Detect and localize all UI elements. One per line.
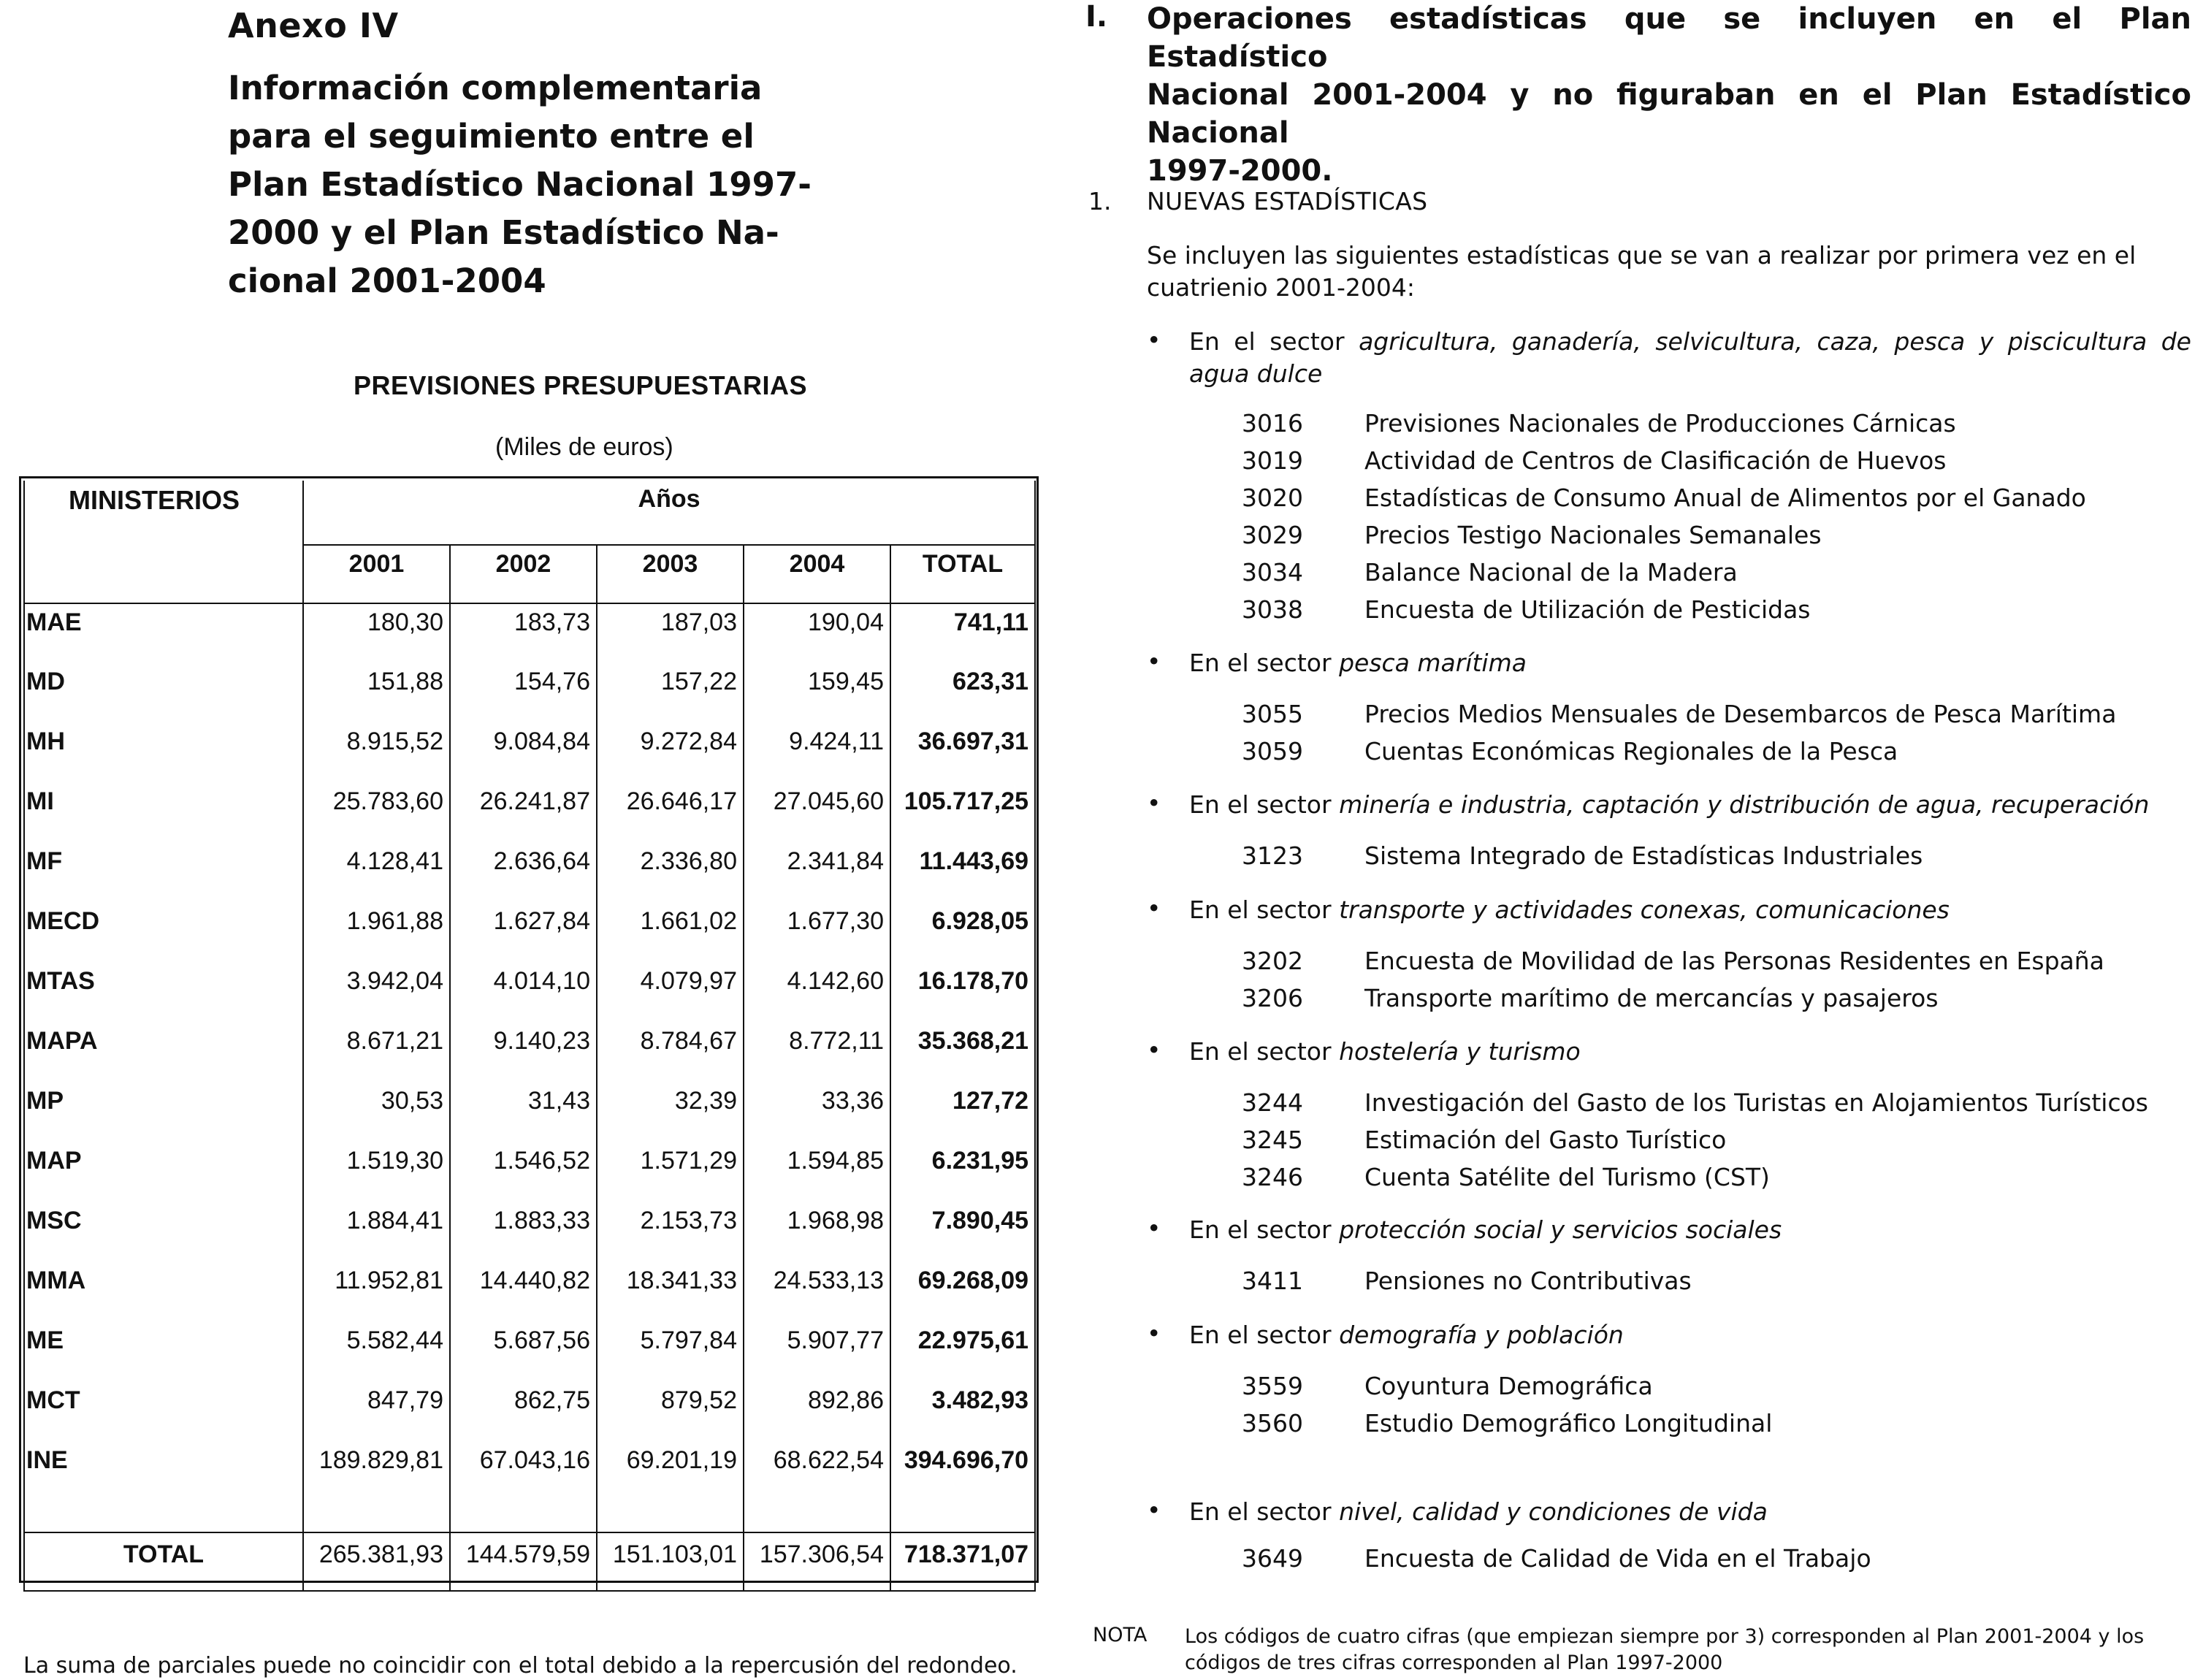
table-row (24, 783, 1035, 843)
bullet-icon: • (1147, 326, 1161, 354)
table-cell: 4.128,41 (303, 843, 450, 903)
table-row (24, 1442, 1035, 1502)
statistic-label: Estimación del Gasto Turístico (1364, 1126, 1727, 1154)
table-cell: 5.582,44 (303, 1322, 450, 1382)
statistic-code: 3246 (1242, 1163, 1303, 1191)
table-cell-total: 105.717,25 (890, 783, 1035, 843)
sector-text (1189, 1036, 2191, 1068)
nota-line: códigos de tres cifras corresponden al Plan 1997-2000 (1185, 1652, 1723, 1674)
table-cell: 4.079,97 (597, 963, 744, 1023)
table-cell: 1.627,84 (450, 903, 597, 963)
table-cell-total: 6.231,95 (890, 1142, 1035, 1202)
table-cell: 8.915,52 (303, 723, 450, 783)
year-header: 2004 (744, 545, 890, 603)
sector-prefix: En el sector (1189, 1037, 1332, 1066)
empty-cell (744, 1502, 890, 1532)
subsection-number: 1. (1088, 187, 1112, 215)
subtitle-line: para el seguimiento entre el (228, 117, 755, 156)
table-cell: 1.968,98 (744, 1202, 890, 1262)
statistic-label: Investigación del Gasto de los Turistas en Alojamientos Turísticos (1364, 1088, 2148, 1117)
ministry-cell: MF (24, 843, 303, 903)
table-cell: 18.341,33 (597, 1262, 744, 1322)
table-cell: 190,04 (744, 603, 890, 663)
statistic-code: 3123 (1242, 841, 1303, 870)
table-cell: 1.661,02 (597, 903, 744, 963)
budget-table (23, 481, 1036, 1592)
statistic-label: Estadísticas de Consumo Anual de Alimentos por el Ganado (1364, 484, 2086, 512)
table-cell: 8.784,67 (597, 1023, 744, 1083)
ministry-cell: MSC (24, 1202, 303, 1262)
year-header: 2003 (597, 545, 744, 603)
table-cell: 4.014,10 (450, 963, 597, 1023)
budget-table-frame (19, 476, 1039, 1583)
table-cell: 5.687,56 (450, 1322, 597, 1382)
statistic-code: 3244 (1242, 1088, 1303, 1117)
statistic-label: Precios Testigo Nacionales Semanales (1364, 521, 1822, 549)
sector-prefix: En el sector (1189, 327, 1345, 356)
table-cell: 69.201,19 (597, 1442, 744, 1502)
annex-title: Anexo IV (228, 6, 399, 45)
table-row (24, 963, 1035, 1023)
table-cell: 31,43 (450, 1083, 597, 1142)
statistic-label: Encuesta de Utilización de Pesticidas (1364, 595, 1811, 624)
section-title (1147, 0, 2191, 190)
statistic-code: 3020 (1242, 484, 1303, 512)
table-units: (Miles de euros) (495, 433, 673, 461)
table-cell-total: 35.368,21 (890, 1023, 1035, 1083)
statistic-label: Cuenta Satélite del Turismo (CST) (1364, 1163, 1770, 1191)
intro-paragraph: Se incluyen las siguientes estadísticas que se van a realizar por primera vez en el cuatrienio 2001-2004: (1147, 241, 2137, 302)
subtitle-line: 2000 y el Plan Estadístico Na- (228, 213, 779, 252)
ministry-cell: MP (24, 1083, 303, 1142)
statistic-code: 3202 (1242, 947, 1303, 975)
sector-text (1189, 789, 2191, 821)
bullet-icon: • (1147, 1036, 1161, 1064)
table-cell: 265.381,93 (303, 1532, 450, 1591)
bullet-icon: • (1147, 1214, 1161, 1242)
table-cell: 1.519,30 (303, 1142, 450, 1202)
ministry-cell: MAP (24, 1142, 303, 1202)
table-cell: 154,76 (450, 663, 597, 723)
empty-cell (890, 1502, 1035, 1532)
table-cell: 9.084,84 (450, 723, 597, 783)
ministry-cell: MTAS (24, 963, 303, 1023)
table-cell: 180,30 (303, 603, 450, 663)
ministry-cell: INE (24, 1442, 303, 1502)
bullet-icon: • (1147, 789, 1161, 817)
statistic-code: 3016 (1242, 409, 1303, 438)
sector-name: nivel, calidad y condiciones de vida (1339, 1497, 1768, 1526)
statistic-label: Actividad de Centros de Clasificación de Huevos (1364, 446, 1947, 475)
ministry-cell: MECD (24, 903, 303, 963)
table-cell: 9.424,11 (744, 723, 890, 783)
sector-name: minería e industria, captación y distribución de agua, recuperación (1339, 790, 2150, 819)
nota-label: NOTA (1093, 1624, 1148, 1646)
statistic-label: Precios Medios Mensuales de Desembarcos de Pesca Marítima (1364, 700, 2117, 728)
empty-cell (24, 1502, 303, 1532)
sector-text (1189, 647, 2191, 679)
statistic-code: 3059 (1242, 737, 1303, 765)
table-cell: 27.045,60 (744, 783, 890, 843)
ministry-cell: MAPA (24, 1023, 303, 1083)
section-title-line: 1997-2000. (1147, 154, 1333, 188)
sector-text (1189, 326, 2191, 390)
table-cell: 26.241,87 (450, 783, 597, 843)
table-cell: 2.341,84 (744, 843, 890, 903)
statistic-code: 3245 (1242, 1126, 1303, 1154)
table-cell: 8.772,11 (744, 1023, 890, 1083)
table-cell: 183,73 (450, 603, 597, 663)
statistic-label: Coyuntura Demográfica (1364, 1372, 1653, 1400)
section-title-line: Nacional 2001-2004 y no figuraban en el Plan Estadístico Nacional (1147, 78, 2191, 150)
table-cell-total: 7.890,45 (890, 1202, 1035, 1262)
statistic-label: Sistema Integrado de Estadísticas Industriales (1364, 841, 1923, 870)
table-cell: 5.797,84 (597, 1322, 744, 1382)
table-cell-total: 741,11 (890, 603, 1035, 663)
statistic-label: Encuesta de Movilidad de las Personas Residentes en España (1364, 947, 2104, 975)
table-row (24, 1142, 1035, 1202)
table-row (24, 903, 1035, 963)
table-cell: 144.579,59 (450, 1532, 597, 1591)
empty-cell (597, 1502, 744, 1532)
statistic-code: 3029 (1242, 521, 1303, 549)
statistic-label: Estudio Demográfico Longitudinal (1364, 1409, 1773, 1437)
sector-prefix: En el sector (1189, 649, 1332, 677)
bullet-icon: • (1147, 1496, 1161, 1524)
statistic-code: 3034 (1242, 558, 1303, 587)
table-cell: 157,22 (597, 663, 744, 723)
statistic-label: Transporte marítimo de mercancías y pasajeros (1364, 984, 1939, 1012)
section-number: I. (1085, 0, 1108, 34)
ministry-cell: MAE (24, 603, 303, 663)
nota-text (1185, 1624, 2196, 1676)
statistic-code: 3411 (1242, 1267, 1303, 1295)
sector-prefix: En el sector (1189, 1321, 1332, 1349)
table-row (24, 663, 1035, 723)
ministry-cell: MMA (24, 1262, 303, 1322)
table-cell: 187,03 (597, 603, 744, 663)
empty-cell (303, 1502, 450, 1532)
table-cell-total: 36.697,31 (890, 723, 1035, 783)
ministry-cell: ME (24, 1322, 303, 1382)
section-title-line: Operaciones estadísticas que se incluyen en el Plan Estadístico (1147, 2, 2191, 74)
table-cell: 151.103,01 (597, 1532, 744, 1591)
table-cell: 2.636,64 (450, 843, 597, 903)
table-cell: 9.272,84 (597, 723, 744, 783)
table-cell: 1.546,52 (450, 1142, 597, 1202)
statistic-code: 3019 (1242, 446, 1303, 475)
statistic-code: 3038 (1242, 595, 1303, 624)
table-cell-total: 394.696,70 (890, 1442, 1035, 1502)
table-cell: 25.783,60 (303, 783, 450, 843)
table-cell: 151,88 (303, 663, 450, 723)
statistic-label: Balance Nacional de la Madera (1364, 558, 1738, 587)
ministry-cell: MH (24, 723, 303, 783)
table-cell: 1.571,29 (597, 1142, 744, 1202)
table-cell: 189.829,81 (303, 1442, 450, 1502)
table-row (24, 1023, 1035, 1083)
statistic-code: 3559 (1242, 1372, 1303, 1400)
subtitle-line: cional 2001-2004 (228, 261, 546, 300)
table-cell: 5.907,77 (744, 1322, 890, 1382)
table-cell-total: 127,72 (890, 1083, 1035, 1142)
statistic-code: 3055 (1242, 700, 1303, 728)
sector-text (1189, 1496, 2191, 1528)
table-row (24, 1202, 1035, 1262)
statistic-label: Encuesta de Calidad de Vida en el Trabajo (1364, 1544, 1871, 1573)
ministry-cell: MCT (24, 1382, 303, 1442)
sector-name: hostelería y turismo (1339, 1037, 1581, 1066)
table-cell: 879,52 (597, 1382, 744, 1442)
statistic-label: Pensiones no Contributivas (1364, 1267, 1692, 1295)
subtitle-line: Plan Estadístico Nacional 1997- (228, 165, 812, 204)
table-cell: 67.043,16 (450, 1442, 597, 1502)
sector-name: protección social y servicios sociales (1339, 1215, 1782, 1244)
table-cell: 32,39 (597, 1083, 744, 1142)
ministry-cell: MD (24, 663, 303, 723)
table-cell: 1.594,85 (744, 1142, 890, 1202)
year-header: 2002 (450, 545, 597, 603)
table-cell: 2.153,73 (597, 1202, 744, 1262)
table-cell: 1.677,30 (744, 903, 890, 963)
statistic-code: 3560 (1242, 1409, 1303, 1437)
table-cell-total: 22.975,61 (890, 1322, 1035, 1382)
anos-header: Años (303, 481, 1035, 545)
table-cell: 11.952,81 (303, 1262, 450, 1322)
table-row (24, 1322, 1035, 1382)
sector-prefix: En el sector (1189, 896, 1332, 924)
table-row (24, 843, 1035, 903)
bullet-icon: • (1147, 894, 1161, 923)
table-row (24, 1262, 1035, 1322)
total-label: TOTAL (24, 1532, 303, 1591)
table-cell: 157.306,54 (744, 1532, 890, 1591)
table-cell: 4.142,60 (744, 963, 890, 1023)
table-row (24, 1083, 1035, 1142)
table-cell-total: 11.443,69 (890, 843, 1035, 903)
ministry-cell: MI (24, 783, 303, 843)
empty-cell (450, 1502, 597, 1532)
sector-prefix: En el sector (1189, 790, 1332, 819)
table-cell: 30,53 (303, 1083, 450, 1142)
table-row (24, 723, 1035, 783)
table-cell: 892,86 (744, 1382, 890, 1442)
sector-prefix: En el sector (1189, 1497, 1332, 1526)
table-heading: PREVISIONES PRESUPUESTARIAS (354, 370, 807, 400)
table-cell: 1.884,41 (303, 1202, 450, 1262)
sector-text (1189, 894, 2191, 926)
rounding-footnote: La suma de parciales puede no coincidir con el total debido a la repercusión del redondeo. (23, 1653, 1017, 1679)
table-cell: 24.533,13 (744, 1262, 890, 1322)
sector-text (1189, 1319, 2191, 1351)
subtitle-line: Información complementaria (228, 69, 763, 107)
table-cell: 1.883,33 (450, 1202, 597, 1262)
statistic-label: Previsiones Nacionales de Producciones Cárnicas (1364, 409, 1956, 438)
table-row (24, 603, 1035, 663)
table-cell: 2.336,80 (597, 843, 744, 903)
bullet-icon: • (1147, 647, 1161, 676)
nota-line: Los códigos de cuatro cifras (que empiezan siempre por 3) corresponden al Plan 2001-2004 y los (1185, 1625, 2145, 1648)
statistic-code: 3649 (1242, 1544, 1303, 1573)
table-cell: 8.671,21 (303, 1023, 450, 1083)
subsection-title: NUEVAS ESTADÍSTICAS (1147, 187, 1428, 215)
table-cell: 68.622,54 (744, 1442, 890, 1502)
table-spacer-row (24, 1502, 1035, 1532)
ministerios-header: MINISTERIOS (24, 481, 303, 603)
table-header-row (24, 481, 1035, 545)
sector-name: pesca marítima (1339, 649, 1527, 677)
table-cell-total: 6.928,05 (890, 903, 1035, 963)
statistic-code: 3206 (1242, 984, 1303, 1012)
statistic-label: Cuentas Económicas Regionales de la Pesca (1364, 737, 1898, 765)
year-header: 2001 (303, 545, 450, 603)
table-cell: 1.961,88 (303, 903, 450, 963)
table-cell-total: 623,31 (890, 663, 1035, 723)
table-cell: 33,36 (744, 1083, 890, 1142)
bullet-icon: • (1147, 1319, 1161, 1348)
total-header: TOTAL (890, 545, 1035, 603)
annex-subtitle (228, 64, 827, 305)
table-cell: 9.140,23 (450, 1023, 597, 1083)
table-cell-total: 718.371,07 (890, 1532, 1035, 1591)
sector-name: transporte y actividades conexas, comunicaciones (1339, 896, 1950, 924)
table-cell: 3.942,04 (303, 963, 450, 1023)
sector-name: demografía y población (1339, 1321, 1624, 1349)
table-cell: 159,45 (744, 663, 890, 723)
table-row (24, 1382, 1035, 1442)
table-cell-total: 16.178,70 (890, 963, 1035, 1023)
table-cell-total: 3.482,93 (890, 1382, 1035, 1442)
sector-prefix: En el sector (1189, 1215, 1332, 1244)
table-cell: 14.440,82 (450, 1262, 597, 1322)
sector-name: agricultura, ganadería, selvicultura, caza, pesca y piscicultura de agua dulce (1189, 327, 2191, 388)
table-cell-total: 69.268,09 (890, 1262, 1035, 1322)
table-cell: 26.646,17 (597, 783, 744, 843)
sector-text (1189, 1214, 2191, 1246)
table-cell: 847,79 (303, 1382, 450, 1442)
table-cell: 862,75 (450, 1382, 597, 1442)
table-total-row (24, 1532, 1035, 1591)
